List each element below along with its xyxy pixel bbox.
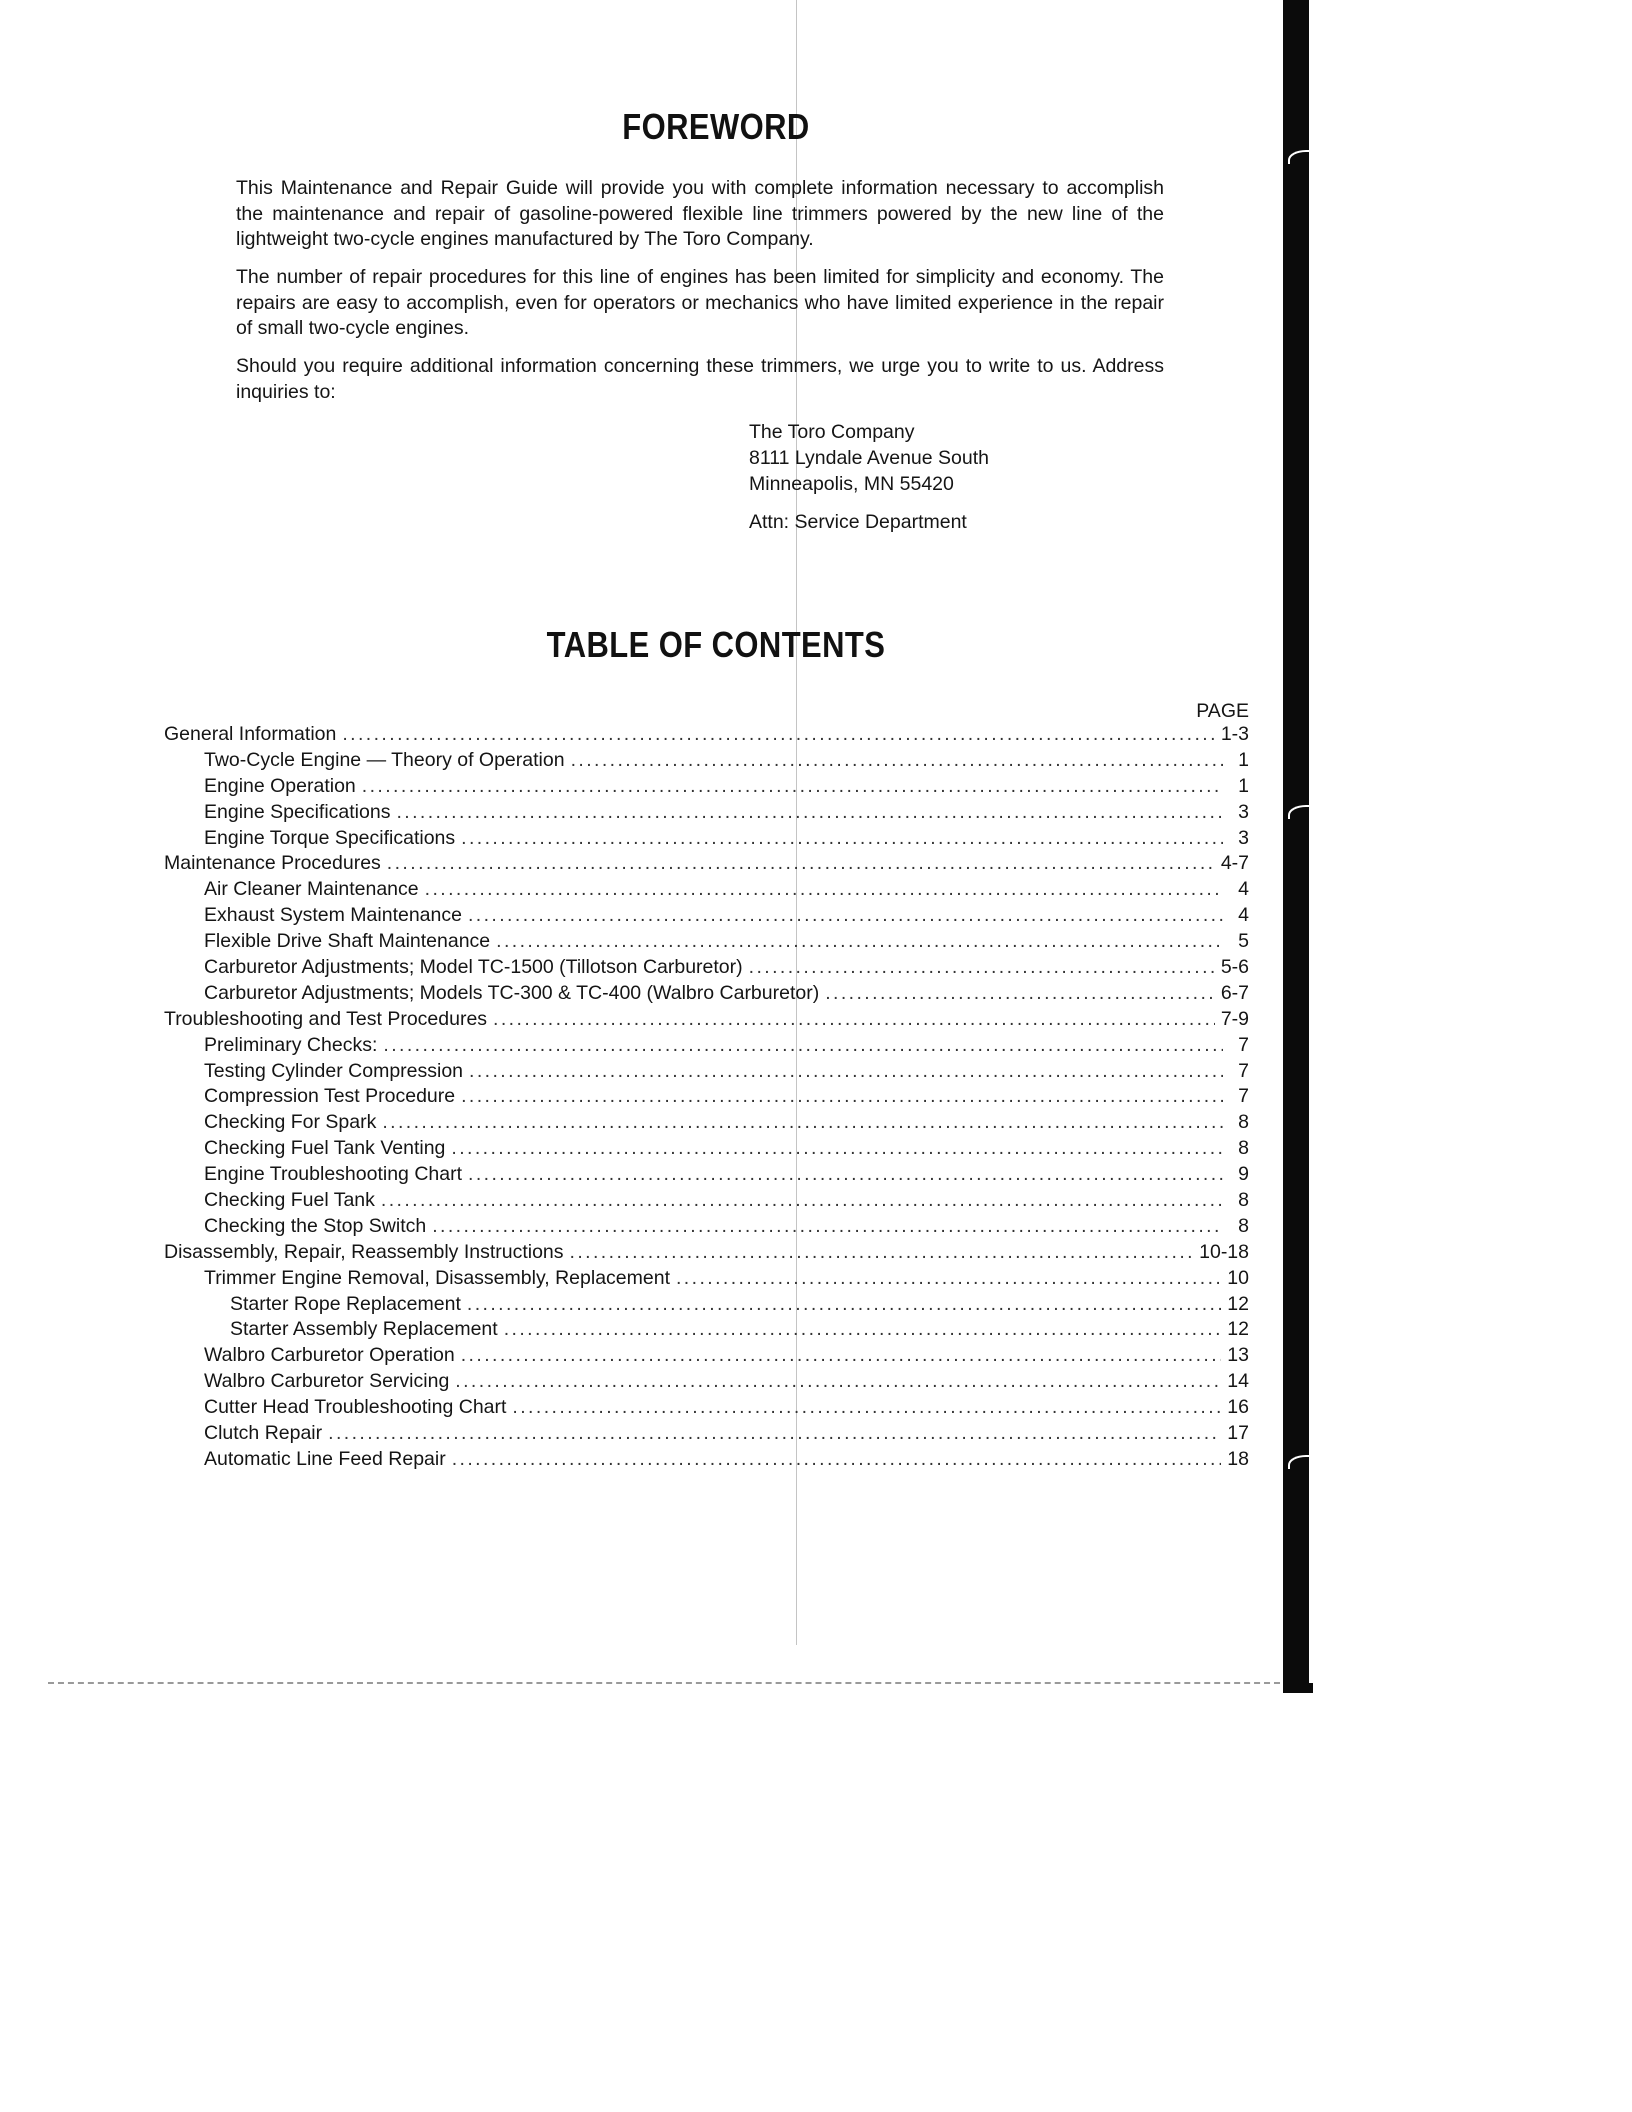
toc-entry-title: Checking Fuel Tank Venting <box>204 1137 446 1160</box>
toc-dot-leader <box>455 1370 1221 1393</box>
toc-entry <box>164 1034 1249 1060</box>
toc-entry-title: Starter Rope Replacement <box>230 1292 461 1315</box>
toc-entry-page: 7 <box>1238 1059 1249 1082</box>
toc-entry-page: 1 <box>1238 748 1249 771</box>
toc-dot-leader <box>461 1085 1223 1108</box>
toc-entry-title: Exhaust System Maintenance <box>204 904 462 927</box>
foreword-heading: FOREWORD <box>622 106 810 147</box>
toc-entry <box>164 1060 1249 1086</box>
toc-entry-title: Engine Operation <box>204 774 356 797</box>
toc-entry-title: Compression Test Procedure <box>204 1085 456 1108</box>
toc-entry-page: 4-7 <box>1220 852 1249 875</box>
toc-entry-title: Testing Cylinder Compression <box>204 1059 464 1082</box>
toc-dot-leader <box>504 1318 1222 1341</box>
toc-dot-leader <box>382 1111 1223 1134</box>
toc-entry-page: 6-7 <box>1220 981 1249 1004</box>
toc-entry-title: Checking the Stop Switch <box>204 1214 427 1237</box>
toc-dot-leader <box>512 1396 1221 1419</box>
toc-dot-leader <box>425 878 1223 901</box>
toc-entry-title: Two-Cycle Engine — Theory of Operation <box>204 748 565 771</box>
toc-dot-leader <box>342 723 1214 746</box>
toc-dot-leader <box>749 956 1215 979</box>
toc-entry <box>164 827 1249 853</box>
toc-dot-leader <box>383 1034 1223 1057</box>
toc-entry-title: Maintenance Procedures <box>164 852 381 875</box>
toc-entry <box>164 1267 1249 1293</box>
toc-entry-page: 4 <box>1238 878 1249 901</box>
toc-entry-page: 5 <box>1238 930 1249 953</box>
toc-entry-page: 8 <box>1238 1189 1249 1212</box>
toc-entry-page: 5-6 <box>1220 956 1249 979</box>
address-attn: Attn: Service Department <box>749 511 967 533</box>
table-of-contents <box>164 723 1249 1474</box>
toc-entry-title: Disassembly, Repair, Reassembly Instructions <box>164 1240 564 1263</box>
toc-entry <box>164 1189 1249 1215</box>
toc-dot-leader <box>452 1448 1222 1471</box>
toc-entry <box>164 1111 1249 1137</box>
toc-page-column-label: PAGE <box>1196 700 1249 722</box>
toc-entry-title: Checking Fuel Tank <box>204 1189 375 1212</box>
toc-entry-title: Flexible Drive Shaft Maintenance <box>204 930 491 953</box>
toc-entry <box>164 749 1249 775</box>
toc-entry-title: Cutter Head Troubleshooting Chart <box>204 1396 507 1419</box>
toc-entry <box>164 1241 1249 1267</box>
toc-entry-title: Air Cleaner Maintenance <box>204 878 419 901</box>
toc-entry-page: 8 <box>1238 1137 1249 1160</box>
scan-dark-edge-foot <box>1283 1683 1313 1693</box>
toc-entry-title: Starter Assembly Replacement <box>230 1318 498 1341</box>
toc-entry-page: 14 <box>1227 1370 1249 1393</box>
toc-heading: TABLE OF CONTENTS <box>546 624 886 665</box>
toc-entry-page: 4 <box>1238 904 1249 927</box>
toc-entry <box>164 1163 1249 1189</box>
toc-entry <box>164 1344 1249 1370</box>
toc-entry-title: Engine Torque Specifications <box>204 826 456 849</box>
toc-dot-leader <box>496 930 1223 953</box>
toc-entry-title: Walbro Carburetor Operation <box>204 1344 455 1367</box>
scan-dark-edge <box>1283 0 1309 1683</box>
toc-entry-title: Carburetor Adjustments; Models TC-300 & TC-400 (Walbro Carburetor) <box>204 981 820 1004</box>
toc-entry-page: 13 <box>1227 1344 1249 1367</box>
toc-entry <box>164 930 1249 956</box>
toc-entry <box>164 1370 1249 1396</box>
toc-entry-title: Engine Troubleshooting Chart <box>204 1163 463 1186</box>
toc-entry <box>164 1137 1249 1163</box>
toc-entry-page: 10 <box>1227 1266 1249 1289</box>
toc-entry-title: Troubleshooting and Test Procedures <box>164 1007 488 1030</box>
toc-entry-page: 8 <box>1238 1111 1249 1134</box>
toc-dot-leader <box>451 1137 1223 1160</box>
toc-entry-page: 7 <box>1238 1033 1249 1056</box>
toc-dot-leader <box>362 775 1223 798</box>
toc-entry-title: General Information <box>164 723 337 745</box>
toc-entry <box>164 801 1249 827</box>
address-city: Minneapolis, MN 55420 <box>749 473 954 495</box>
toc-entry-page: 3 <box>1238 826 1249 849</box>
toc-dot-leader <box>328 1422 1221 1445</box>
toc-dot-leader <box>432 1215 1223 1238</box>
toc-entry-title: Checking For Spark <box>204 1111 377 1134</box>
toc-entry <box>164 1318 1249 1344</box>
toc-dot-leader <box>461 1344 1222 1367</box>
foreword-paragraph-2: The number of repair procedures for this line of engines has been limited for simplicity and economy. The repairs are easy to accomplish, even for operators or mechanics who have limited experience in the repair of small two-cycle engines. <box>236 266 1164 339</box>
toc-entry-page: 1 <box>1238 774 1249 797</box>
toc-entry-title: Clutch Repair <box>204 1422 323 1445</box>
address-company: The Toro Company <box>749 421 915 443</box>
toc-entry <box>164 904 1249 930</box>
toc-entry <box>164 982 1249 1008</box>
toc-entry <box>164 1293 1249 1319</box>
toc-entry <box>164 956 1249 982</box>
toc-entry <box>164 1008 1249 1034</box>
toc-dot-leader <box>676 1267 1221 1290</box>
toc-entry-page: 9 <box>1238 1163 1249 1186</box>
mailing-address <box>749 419 989 535</box>
foreword-paragraph-3: Should you require additional information concerning these trimmers, we urge you to write to us. Address inquiries to: <box>236 355 1164 403</box>
toc-entry-page: 7-9 <box>1220 1007 1249 1030</box>
toc-entry-page: 3 <box>1238 800 1249 823</box>
toc-dot-leader <box>493 1008 1215 1031</box>
toc-dot-leader <box>387 852 1215 875</box>
toc-entry-page: 18 <box>1227 1447 1249 1470</box>
toc-dot-leader <box>381 1189 1223 1212</box>
toc-entry <box>164 1215 1249 1241</box>
toc-entry <box>164 1085 1249 1111</box>
toc-dot-leader <box>469 1060 1223 1083</box>
toc-entry-title: Trimmer Engine Removal, Disassembly, Replacement <box>204 1266 670 1289</box>
toc-entry <box>164 852 1249 878</box>
toc-dot-leader <box>468 904 1223 927</box>
scan-bottom-edge <box>48 1682 1280 1684</box>
toc-entry <box>164 1422 1249 1448</box>
toc-entry-page: 17 <box>1227 1422 1249 1445</box>
toc-dot-leader <box>570 1241 1194 1264</box>
toc-entry-page: 12 <box>1227 1292 1249 1315</box>
toc-entry <box>164 878 1249 904</box>
toc-entry-page: 1-3 <box>1220 723 1249 745</box>
toc-entry-title: Carburetor Adjustments; Model TC-1500 (Tillotson Carburetor) <box>204 956 743 979</box>
toc-entry <box>164 775 1249 801</box>
toc-dot-leader <box>571 749 1223 772</box>
toc-dot-leader <box>461 827 1223 850</box>
toc-entry <box>164 723 1249 749</box>
toc-entry-page: 8 <box>1238 1214 1249 1237</box>
toc-entry-title: Walbro Carburetor Servicing <box>204 1370 450 1393</box>
address-street: 8111 Lyndale Avenue South <box>749 447 989 469</box>
toc-entry <box>164 1448 1249 1474</box>
toc-dot-leader <box>825 982 1215 1005</box>
toc-dot-leader <box>468 1163 1223 1186</box>
foreword-paragraph-1: This Maintenance and Repair Guide will provide you with complete information necessary to accomplish the maintenance and repair of gasoline-powered flexible line trimmers powered by the new line of the lightweight two-cycle engines manufactured by The Toro Company. <box>236 177 1164 250</box>
toc-entry-page: 10-18 <box>1199 1240 1249 1263</box>
toc-entry-title: Engine Specifications <box>204 800 391 823</box>
toc-entry-title: Preliminary Checks: <box>204 1033 378 1056</box>
toc-entry-page: 12 <box>1227 1318 1249 1341</box>
toc-entry-page: 16 <box>1227 1396 1249 1419</box>
toc-dot-leader <box>467 1293 1221 1316</box>
toc-entry-title: Automatic Line Feed Repair <box>204 1447 446 1470</box>
toc-entry <box>164 1396 1249 1422</box>
toc-entry-page: 7 <box>1238 1085 1249 1108</box>
toc-dot-leader <box>396 801 1223 824</box>
